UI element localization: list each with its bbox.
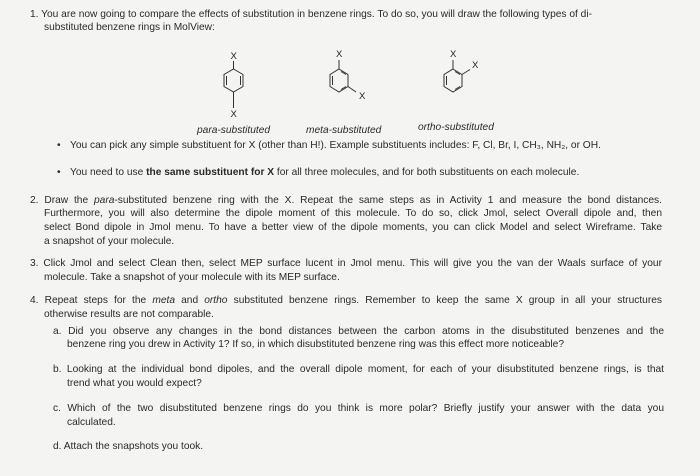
item-2-line-4: a snapshot of your molecule. bbox=[44, 236, 175, 247]
item-3-line-1: 3. Click Jmol and select Clean then, select MEP surface lucent in Jmol menu. This will give you the van der Waals surface of your bbox=[30, 258, 662, 269]
item-4-text: and bbox=[175, 295, 205, 306]
item-2-italic: para bbox=[93, 195, 115, 206]
item-4c-line-2: calculated. bbox=[67, 417, 116, 428]
item-4b-line-1: b. Looking at the individual bond dipoles, and the overall dipole moment, for each of your disubstituted benzene rings, is that bbox=[53, 364, 664, 375]
meta-top-x-label: X bbox=[336, 49, 343, 60]
bullet-text: for all three molecules, and for both substituents on each molecule. bbox=[274, 167, 580, 178]
item-2-text: 2. Draw the bbox=[30, 195, 94, 206]
item-4b-line-2: trend what you would expect? bbox=[67, 378, 202, 389]
ortho-top-x-label: X bbox=[450, 49, 457, 60]
item-4-line-2: otherwise results are not comparable. bbox=[44, 309, 214, 320]
bullet-dot: • bbox=[57, 167, 61, 178]
item-2-line-3: select Bond dipole in Jmol menu. To have a better view of the dipole moments, you can click Model and select Wireframe. Take bbox=[44, 222, 662, 233]
item-4-italic: meta bbox=[152, 295, 175, 306]
item-4-italic: ortho bbox=[204, 295, 228, 306]
item-4-text: substituted benzene rings. Remember to keep the same X group in all your structures bbox=[227, 295, 662, 306]
item-4-text: 4. Repeat steps for the bbox=[30, 295, 153, 306]
meta-substituted-label: meta-substituted bbox=[306, 125, 382, 136]
item-4a-line-1: a. Did you observe any changes in the bond distances between the carbon atoms in the disubstituted benzenes and the bbox=[53, 326, 664, 337]
intro-line-1: 1. You are now going to compare the effects of substitution in benzene rings. To do so, you will draw the following types of di- bbox=[30, 9, 592, 20]
para-substituted-label: para-substituted bbox=[197, 125, 271, 136]
para-benzene-structure bbox=[224, 61, 243, 108]
bullet-emphasis: the same substituent for X bbox=[146, 167, 275, 178]
item-3-line-2: molecule. Take a snapshot of your molecule with its MEP surface. bbox=[44, 272, 340, 283]
item-4c-line-1: c. Which of the two disubstituted benzene rings do you think is more polar? Briefly justify your answer with the data you bbox=[53, 403, 664, 414]
item-4a-line-2: benzene ring you drew in Activity 1? If so, in which disubstituted benzene ring was this effect more noticeable? bbox=[67, 339, 565, 350]
item-2-line-1 bbox=[30, 194, 662, 207]
item-2-line-2: Furthermore, you will also determine the dipole moment of this molecule. To do so, click Jmol, select Overall dipole and, then bbox=[44, 208, 662, 219]
ortho-substituted-label: ortho-substituted bbox=[418, 122, 494, 133]
bullet-substituent-choice: You can pick any simple substituent for X (other than H!). Example substituents includes: F, Cl, Br, I, CH₃, NH₂, or OH. bbox=[70, 140, 601, 151]
para-bottom-x-label: X bbox=[230, 109, 237, 120]
ortho-side-x-label: X bbox=[472, 60, 479, 71]
item-4d-line-1: d. Attach the snapshots you took. bbox=[53, 441, 204, 452]
bullet-text: You need to use bbox=[70, 167, 147, 178]
benzene-structures bbox=[0, 0, 700, 140]
ortho-benzene-structure bbox=[444, 60, 470, 92]
bullet-same-substituent bbox=[70, 166, 579, 179]
item-2-text: -substituted benzene ring with the X. Repeat the same steps as in Activity 1 and measure the bond distances. bbox=[114, 195, 662, 206]
intro-line-2: substituted benzene rings in MolView: bbox=[44, 22, 215, 33]
item-4-line-1 bbox=[30, 294, 662, 307]
meta-benzene-structure bbox=[330, 60, 356, 92]
meta-side-x-label: X bbox=[359, 91, 366, 102]
bullet-dot: • bbox=[57, 140, 61, 151]
para-top-x-label: X bbox=[230, 51, 237, 62]
